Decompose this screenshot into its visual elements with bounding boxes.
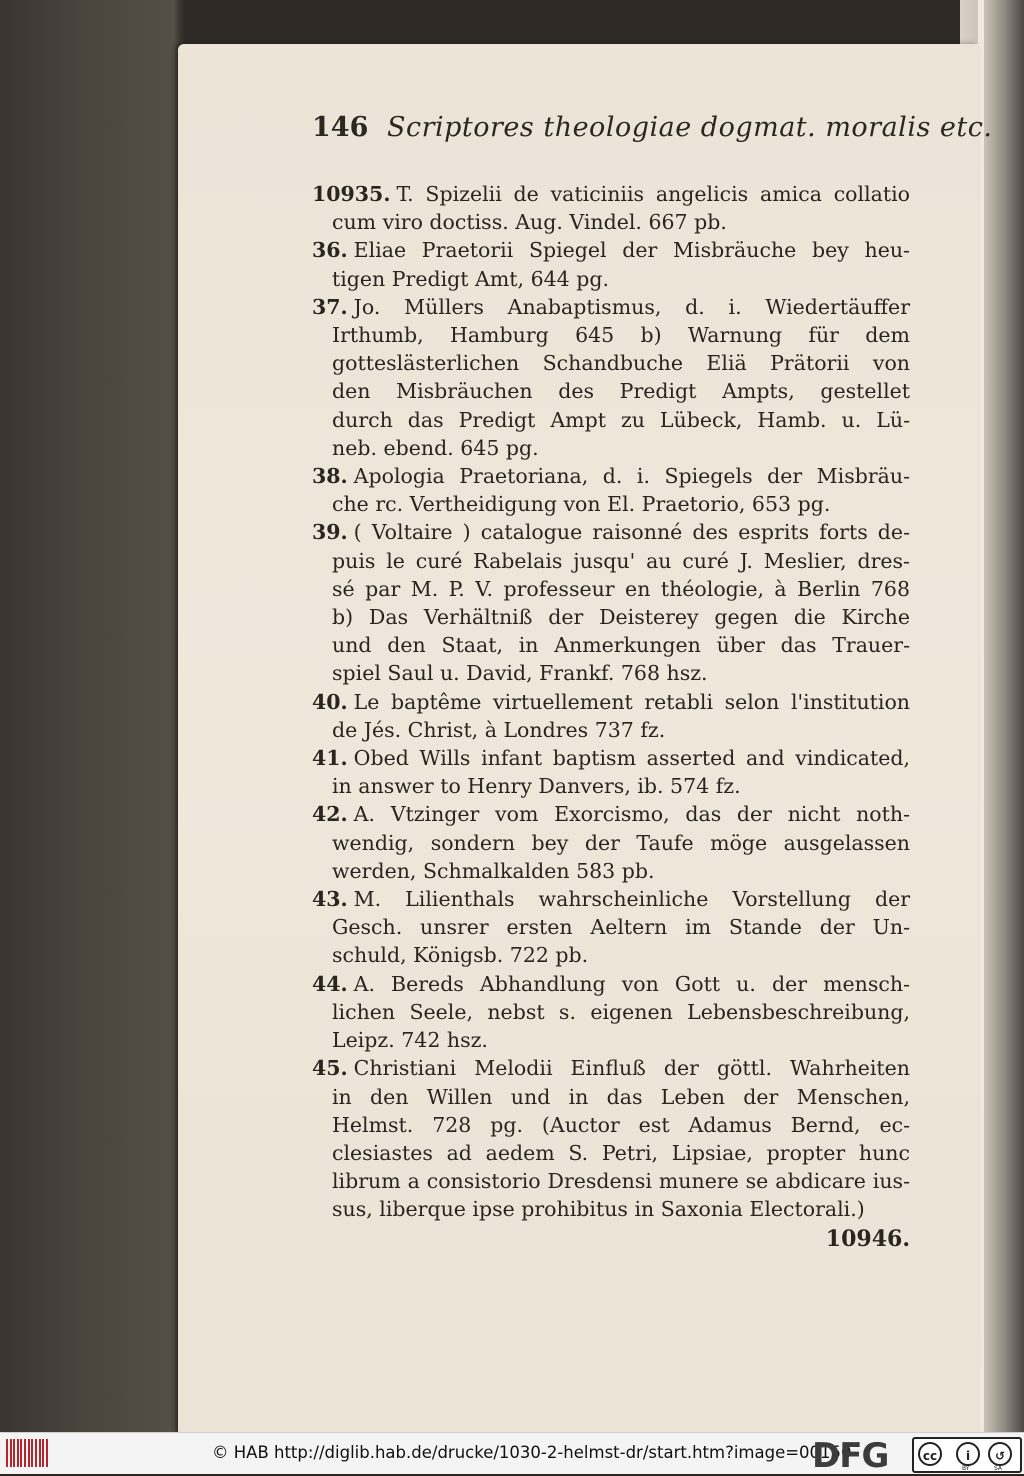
by-attribution-icon: i: [956, 1442, 980, 1466]
entry-number: 10935.: [312, 182, 391, 206]
entry-line: [312, 575, 910, 603]
entry-text: den Misbräuchen des Predigt Ampts, gestellet: [332, 379, 910, 404]
entry-line: [312, 434, 910, 462]
catalogue-entry: [312, 744, 910, 800]
dfg-logo[interactable]: DFG: [812, 1436, 889, 1476]
entry-line: [312, 1026, 910, 1054]
entry-number: 42.: [312, 802, 348, 827]
entry-number: 41.: [312, 746, 348, 771]
cc-license-badge[interactable]: [912, 1437, 1022, 1473]
entry-line: [312, 913, 910, 941]
entry-line: [312, 349, 910, 377]
entry-number: 38.: [312, 464, 348, 489]
catalogue-entry: [312, 518, 910, 687]
entry-line: [312, 998, 910, 1026]
barcode-stripe: [31, 1439, 33, 1467]
entry-text: che rc. Vertheidigung von El. Praetorio, 653 pg.: [332, 492, 831, 517]
entry-line: [312, 547, 910, 575]
entry-number: 40.: [312, 689, 348, 714]
entry-text: lichen Seele, nebst s. eigenen Lebensbeschreibung,: [332, 999, 910, 1024]
entry-text: b) Das Verhältniß der Deisterey gegen die Kirche: [332, 605, 910, 630]
sa-label: SA: [994, 1465, 1003, 1472]
entry-line: [312, 941, 910, 969]
barcode-stripe: [20, 1439, 22, 1467]
entry-text: tigen Predigt Amt, 644 pg.: [332, 266, 609, 291]
entry-line: [312, 208, 910, 236]
entry-line: [312, 744, 910, 772]
entry-number: 45.: [312, 1056, 348, 1081]
catalogue-entry: [312, 800, 910, 885]
catalogue-entry: [312, 1054, 910, 1223]
entry-line: [312, 518, 910, 546]
entry-number: 44.: [312, 971, 348, 996]
barcode-stripe: [46, 1439, 48, 1467]
entry-number: 43.: [312, 887, 348, 912]
hab-barcode-logo[interactable]: [6, 1439, 50, 1467]
by-label: BY: [962, 1465, 970, 1472]
entry-number: 37.: [312, 294, 348, 319]
entry-line: [312, 800, 910, 828]
cc-icon: cc: [918, 1442, 942, 1466]
barcode-stripe: [6, 1439, 8, 1467]
entry-text: schuld, Königsb. 722 pb.: [332, 943, 589, 968]
catalogue-entry: [312, 180, 910, 236]
entry-line: [312, 716, 910, 744]
catalogue-entry: [312, 462, 910, 518]
catalogue-entry: [312, 688, 910, 744]
entry-line: [312, 1111, 910, 1139]
entry-line: [312, 603, 910, 631]
entry-text: Eliae Praetorii Spiegel der Misbräuche bey heu-: [353, 238, 910, 263]
barcode-stripe: [28, 1439, 30, 1467]
entry-text: neb. ebend. 645 pg.: [332, 435, 539, 460]
entry-text: in den Willen und in das Leben der Menschen,: [332, 1084, 910, 1109]
entry-text: spiel Saul u. David, Frankf. 768 hsz.: [332, 661, 708, 686]
page-number: 146: [312, 112, 369, 143]
entry-number: 36.: [312, 238, 348, 263]
entry-line: [312, 1139, 910, 1167]
entry-line: [312, 462, 910, 490]
barcode-stripe: [35, 1439, 37, 1467]
running-title: Scriptores theologiae dogmat. moralis etc.: [386, 112, 993, 143]
entry-text: Leipz. 742 hsz.: [332, 1028, 488, 1053]
barcode-stripe: [17, 1439, 19, 1467]
barcode-stripe: [42, 1439, 44, 1467]
entry-text: T. Spizelii de vaticiniis angelicis amica collatio: [396, 182, 910, 206]
entry-line: [312, 885, 910, 913]
entry-line: [312, 1167, 910, 1195]
entry-text: gotteslästerlichen Schandbuche Eliä Prätorii von: [332, 351, 910, 376]
barcode-stripe: [13, 1439, 15, 1467]
entry-text: Gesch. unsrer ersten Aeltern im Stande der Un-: [332, 915, 910, 940]
entry-text: librum a consistorio Dresdensi munere se abdicare ius-: [332, 1169, 910, 1194]
entry-text: A. Bereds Abhandlung von Gott u. der mensch-: [353, 971, 910, 996]
entry-text: durch das Predigt Ampt zu Lübeck, Hamb. u. Lü-: [332, 407, 910, 432]
entry-text: cum viro doctiss. Aug. Vindel. 667 pb.: [332, 210, 727, 235]
copyright-link[interactable]: © HAB http://diglib.hab.de/drucke/1030-2-helmst-dr/start.htm?image=00150: [212, 1443, 852, 1462]
entry-line: [312, 377, 910, 405]
catalogue-entry: [312, 970, 910, 1055]
entry-text: wendig, sondern bey der Taufe möge ausgelassen: [332, 830, 910, 855]
entry-line: [312, 236, 910, 264]
entry-text: de Jés. Christ, à Londres 737 fz.: [332, 717, 666, 742]
catalogue-entry: [312, 293, 910, 462]
barcode-stripe: [24, 1439, 26, 1467]
entry-line: [312, 829, 910, 857]
entry-line: [312, 180, 910, 208]
barcode-stripe: [39, 1439, 41, 1467]
entry-line: [312, 688, 910, 716]
entry-text: und den Staat, in Anmerkungen über das Trauer-: [332, 633, 910, 658]
catalogue-entry: [312, 236, 910, 292]
entry-text: sus, liberque ipse prohibitus in Saxonia Electorali.): [332, 1197, 865, 1222]
entry-text: Apologia Praetoriana, d. i. Spiegels der Misbräu-: [353, 464, 910, 489]
entry-text: sé par M. P. V. professeur en théologie, à Berlin 768: [332, 576, 910, 601]
entry-line: [312, 293, 910, 321]
entry-text: ( Voltaire ) catalogue raisonné des esprits forts de-: [353, 520, 910, 545]
closing-number: 10946.: [825, 1225, 910, 1252]
entry-line: [312, 1195, 910, 1223]
entry-line: [312, 321, 910, 349]
entry-text: puis le curé Rabelais jusqu' au curé J. Meslier, dres-: [332, 548, 910, 573]
barcode-stripe: [10, 1439, 12, 1467]
entry-line: [312, 659, 910, 687]
catalogue-entry: [312, 885, 910, 970]
entry-text: Helmst. 728 pg. (Auctor est Adamus Bernd, ec-: [332, 1112, 910, 1137]
entry-line: [312, 772, 910, 800]
entry-line: [312, 490, 910, 518]
page-header: [312, 112, 993, 152]
sa-share-alike-icon: ↺: [988, 1442, 1012, 1466]
entry-text: A. Vtzinger vom Exorcismo, das der nicht noth-: [353, 802, 910, 827]
entry-line: [312, 265, 910, 293]
entry-text: Irthumb, Hamburg 645 b) Warnung für dem: [332, 323, 910, 348]
entry-list: [312, 180, 910, 1224]
catalogue-text: [312, 180, 910, 1252]
entry-text: in answer to Henry Danvers, ib. 574 fz.: [332, 774, 741, 799]
entry-number: 39.: [312, 520, 348, 545]
entry-text: werden, Schmalkalden 583 pb.: [332, 858, 655, 883]
viewer-footer: [0, 1432, 1024, 1474]
entry-line: [312, 406, 910, 434]
entry-text: Le baptême virtuellement retabli selon l'institution: [353, 689, 910, 714]
entry-line: [312, 631, 910, 659]
entry-text: Christiani Melodii Einfluß der göttl. Wahrheiten: [353, 1056, 910, 1081]
entry-line: [312, 1083, 910, 1111]
entry-line: [312, 1054, 910, 1082]
entry-text: clesiastes ad aedem S. Petri, Lipsiae, propter hunc: [332, 1140, 910, 1165]
entry-line: [312, 970, 910, 998]
entry-text: Jo. Müllers Anabaptismus, d. i. Wiedertäuffer: [353, 294, 910, 319]
entry-line: [312, 857, 910, 885]
entry-text: M. Lilienthals wahrscheinliche Vorstellung der: [353, 887, 910, 912]
entry-text: Obed Wills infant baptism asserted and vindicated,: [353, 746, 910, 771]
